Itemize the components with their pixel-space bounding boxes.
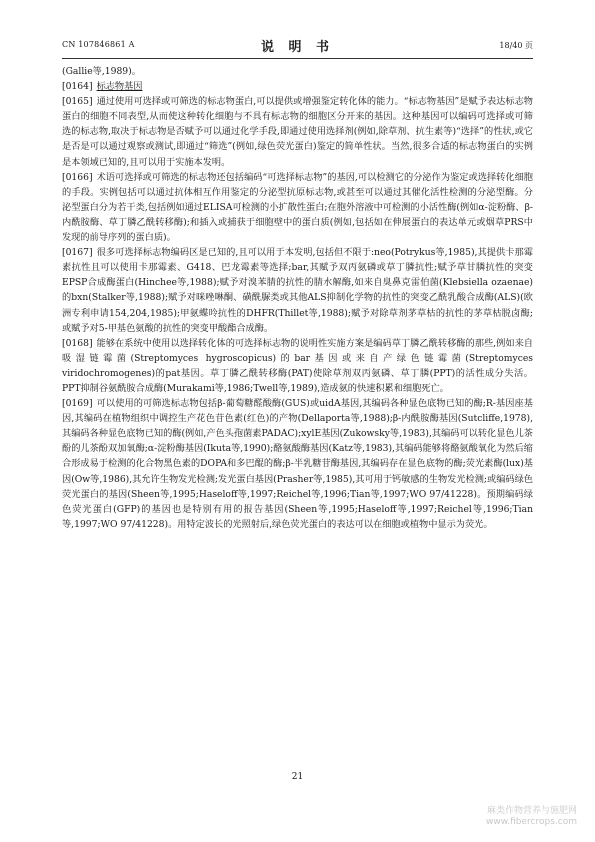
paragraph-tag: [0164] xyxy=(62,81,93,93)
paragraph-tag: [0166] xyxy=(62,171,93,183)
paragraph-text: 术语可选择或可筛选的标志物还包括编码“可选择标志物”的基因,可以检测它的分泌作为鉴定或选择转化细胞的手段。实例包括可以通过抗体相互作用鉴定的分泌型抗原标志物,或甚至可以通过其催化活性检测的分泌型酶。分泌型蛋白分为若干类,包括例如通过ELISA可检测的小扩散性蛋白;在胞外溶液中可检测的小活性酶(例如α-淀粉酶、β-内酰胺酶、草丁膦乙酰转移酶);和插入或捕获于细胞壁中的蛋白质(例如,包括如在伸展蛋白的表达单元或烟草PRS中发现的前导序列的蛋白质)。 xyxy=(62,171,533,244)
paragraph-0165 xyxy=(62,94,533,169)
section-heading: 标志物基因 xyxy=(96,81,143,93)
page-footer-number: 21 xyxy=(291,772,304,782)
header-divider xyxy=(62,58,533,59)
paragraph-tag: [0167] xyxy=(62,247,93,259)
paragraph-tag: [0168] xyxy=(62,337,93,349)
paragraph-0164 xyxy=(62,79,533,94)
paragraph-continuation: (Gallie等,1989)。 xyxy=(62,66,141,77)
site-watermark xyxy=(486,806,577,828)
paragraph-0167 xyxy=(62,245,533,336)
paragraph-text: 通过使用可选择或可筛选的标志物蛋白,可以提供或增强鉴定转化体的能力。“标志物基因”是赋予表达标志物蛋白的细胞不同表型,从而使这种转化细胞与不具有标志物的细胞区分开来的基因。这种基因可以编码可选择或可筛选的标志物,取决于标志物是否赋予可以通过化学手段,即通过使用选择剂(例如,除草剂、抗生素等)“选择”的性状,或它是否是可以通过观察或测试,即通过“筛选”(例如,绿色荧光蛋白)鉴定的简单性状。当然,很多合适的标志物蛋白的实例是本领域已知的,且可以用于实施本发明。 xyxy=(62,96,533,168)
paragraph-0166 xyxy=(62,170,533,245)
page-header xyxy=(62,36,533,58)
paragraph-0169 xyxy=(62,396,533,532)
paragraph-text: 很多可选择标志物编码区是已知的,且可以用于本发明,包括但不限于:neo(Potrykus等,1985),其提供卡那霉素抗性且可以使用卡那霉素、G418、巴龙霉素等选择;bar,其赋予双丙氨磷或草丁膦抗性;赋予草甘膦抗性的突变EPSP合成酶蛋白(Hinchee等,1988);赋予对溴苯腈的抗性的腈水解酶,如来自臭鼻克雷伯菌(Klebsiella ozaenae)的bxn(Stalker等,1988);赋予对咪唑啉酮、磺酰脲类或其他ALS抑制化学物的抗性的突变乙酰乳酸合成酶(ALS)(欧洲专利申请154,204,1985);甲氨蝶呤抗性的DHFR(Thillet等,1988);赋予对除草剂茅草枯的抗性的茅草枯脱卤酶;或赋予对5-甲基色氨酸的抗性的突变甲酸酯合成酶。 xyxy=(62,247,533,334)
paragraph-tag: [0169] xyxy=(62,398,93,410)
paragraph-text: 能够在系统中使用以选择转化体的可选择标志物的说明性实施方案是编码草丁膦乙酰转移酶的那些,例如来自吸湿链霉菌(Streptomyces hygroscopicus)的bar基因或来自产绿色链霉菌(Streptomyces viridochromogenes)的pat基因。草丁膦乙酰转移酶(PAT)使除草剂双丙氨磷、草丁膦(PPT)的活性成分失活。PPT抑制谷氨酰胺合成酶(Murakami等,1986;Twell等,1989),造成氨的快速积累和细胞死亡。 xyxy=(62,337,533,394)
paragraph-0168 xyxy=(62,336,533,396)
page-indicator: 18/40 页 xyxy=(499,41,533,50)
watermark-line2: www.fibercrops.com xyxy=(486,817,577,827)
document-title: 说 明 书 xyxy=(260,40,335,55)
paragraph-text: 可以使用的可筛选标志物包括β-葡萄糖醛酸酶(GUS)或uidA基因,其编码各种显色底物已知的酶;R-基因座基因,其编码在植物组织中调控生产花色苷色素(红色)的产物(Dellaporta等,1988);β-内酰胺酶基因(Sutcliffe,1978),其编码各种显色底物已知的酶(例如,产色头孢菌素PADAC);xylE基因(Zukowsky等,1983),其编码可以转化显色儿茶酚的儿茶酚双加氧酶;α-淀粉酶基因(Ikuta等,1990);酪氨酸酶基因(Katz等,1983),其编码能够将酪氨酸氧化为然后缩合形成易于检测的化合物黑色素的DOPA和多巴醌的酶;β-半乳糖苷酶基因,其编码存在显色底物的酶;荧光素酶(lux)基因(Ow等,1986),其允许生物发光检测;发光蛋白基因(Prasher等,1985),其可用于钙敏感的生物发光检测;或编码绿色荧光蛋白的基因(Sheen等,1995;Haseloff等,1997;Reichel等,1996;Tian等,1997;WO 97/41228)。预期编码绿色荧光蛋白(GFP)的基因也是特别有用的报告基因(Sheen等,1995;Haseloff等,1997;Reichel等,1996;Tian等,1997;WO 97/41228)。用特定波长的光照射后,绿色荧光蛋白的表达可以在细胞或植物中显示为荧光。 xyxy=(62,398,533,530)
patent-number: CN 107846861 A xyxy=(62,40,135,49)
paragraph-tag: [0165] xyxy=(62,96,93,108)
document-body xyxy=(62,64,533,532)
watermark-line1: 麻类作物营养与施肥网 xyxy=(486,806,577,816)
